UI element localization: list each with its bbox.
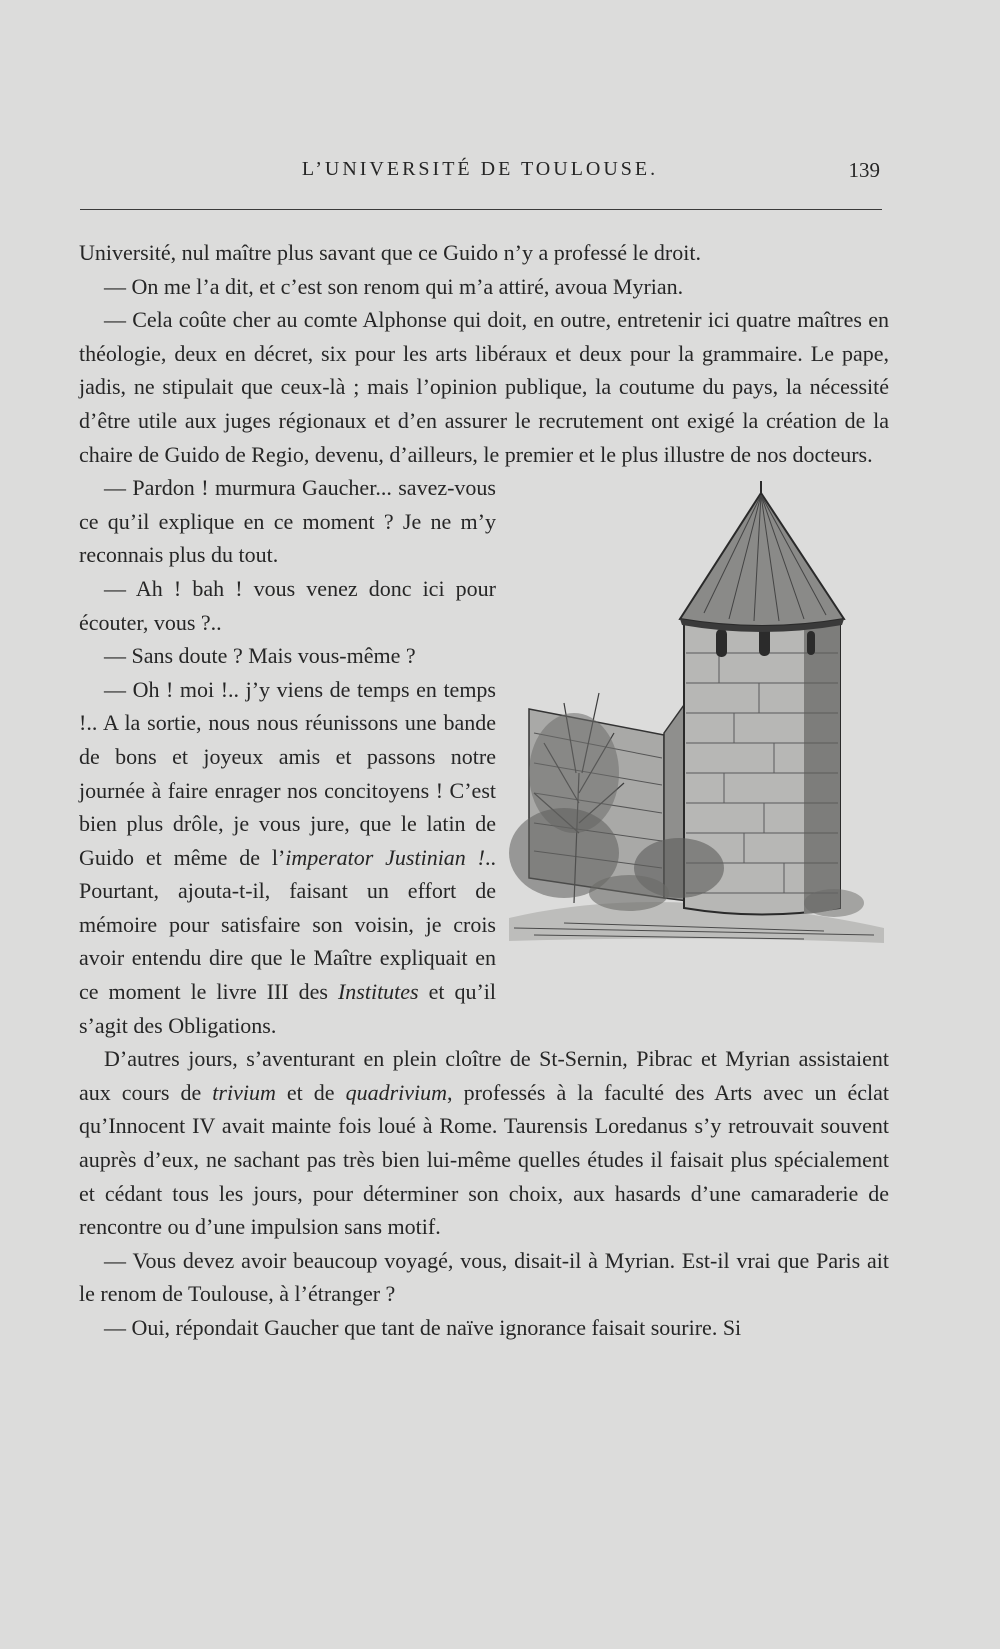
text-run: , professés à la faculté des Arts avec un éclat qu’Innocent IV avait mainte fois loué à Rome. Taurensis Loredanus s’y retrouvait souvent auprès d’eux, ne sachant pas très bien lui-même quelles études il faisait plus spécialement et cédant tous les jours, pour déterminer son choix, aux hasards d’une camaraderie de rencontre ou d’une impulsion sans motif. [79,1079,889,1240]
paragraph: — Oui, répondait Gaucher que tant de naïve ignorance faisait sourire. Si [104,1315,742,1340]
header-rule [80,209,882,210]
paragraph: — Sans doute ? Mais vous-même ? [104,643,416,669]
italic-text: Institutes [337,979,419,1005]
text-run: — Oh ! moi !.. j’y viens de temps en temps !.. A la sortie, nous nous réunissons une bande de bons et joyeux amis et passons notre journée à faire enrager nos concitoyens ! C’est bien plus drôle, je vous jure, que le latin de Guido et même de l’ [79,676,496,870]
paragraph: Université, nul maître plus savant que ce Guido n’y a professé le droit. [79,240,701,265]
paragraph: — Ah ! bah ! vous venez donc ici pour écouter, vous ?.. [79,575,496,635]
page-number: 139 [848,158,880,182]
text-run: et qu’il s’agit des Obligations. [79,979,496,1038]
italic-text: trivium [212,1079,276,1105]
running-head [80,158,880,192]
running-title: L’UNIVERSITÉ DE TOULOUSE. [301,158,659,180]
tower-engraving-icon [504,473,889,997]
paragraph: — Vous devez avoir beaucoup voyagé, vous, disait-il à Myrian. Est-il vrai que Paris ait le renom de Toulouse, à l’étranger ? [79,1247,889,1307]
italic-text: quadrivium [345,1079,448,1105]
body-text [79,236,889,1345]
tower-illustration [504,473,889,997]
paragraph: — Pardon ! murmura Gaucher... savez-vous ce qu’il explique en ce moment ? Je ne m’y reconnais plus du tout. [79,475,496,568]
text-run: D’autres jours, s’aventurant en plein cloître de St-Sernin, Pibrac et Myrian assistaient aux cours de [79,1046,889,1105]
paragraph: — Cela coûte cher au comte Alphonse qui doit, en outre, entretenir ici quatre maîtres en théologie, deux en décret, six pour les arts libéraux et deux pour la grammaire. Le pape, jadis, ne stipulait que ceux-là ; mais l’opinion publique, la coutume du pays, la nécessité d’être utile aux juges régionaux et d’en assurer le recrutement ont exigé la création de la chaire de Guido de Regio, devenu, d’ailleurs, le premier et le plus illustre de nos docteurs. [79,307,889,467]
text-run: et de [275,1079,346,1105]
italic-text: imperator Justinian ! [285,844,485,870]
text-run: .. Pourtant, ajouta-t-il, faisant un effort de mémoire pour satisfaire son voisin, je crois avoir entendu dire que le Maître expliquait en ce moment le livre III des [79,844,496,1005]
paragraph: — On me l’a dit, et c’est son renom qui m’a attiré, avoua Myrian. [104,273,684,299]
paragraph [79,1042,889,1244]
